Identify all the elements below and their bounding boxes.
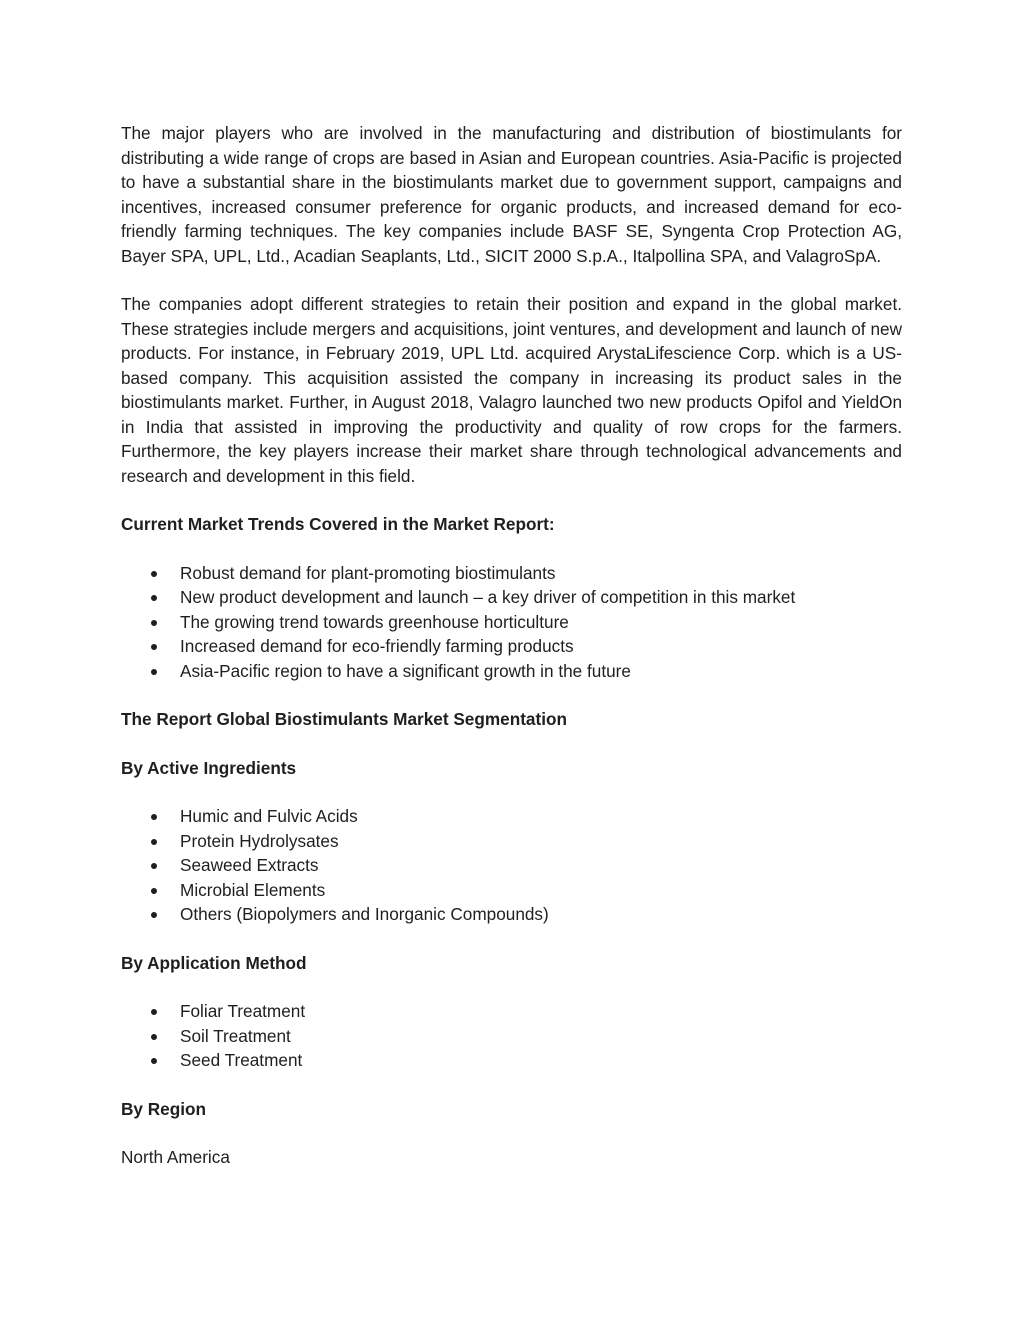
list-item-text: Asia-Pacific region to have a significant growth in the future: [180, 660, 631, 681]
list-item: [121, 878, 902, 903]
list-item: [121, 585, 902, 610]
list-item: [121, 610, 902, 635]
bullet-icon: [151, 839, 157, 845]
list-item-text: Seed Treatment: [180, 1050, 303, 1070]
list-item: [121, 659, 902, 684]
region-north-america: North America: [121, 1147, 230, 1167]
bullet-icon: [151, 644, 157, 650]
trends-heading: Current Market Trends Covered in the Market Report:: [121, 514, 555, 534]
bullet-icon: [151, 888, 157, 894]
list-item-text: Foliar Treatment: [180, 1001, 306, 1021]
list-item: [121, 634, 902, 659]
list-item: [121, 561, 902, 586]
list-item-text: Increased demand for eco-friendly farming products: [180, 636, 574, 656]
bullet-icon: [151, 1009, 157, 1015]
list-item-text: Seaweed Extracts: [180, 855, 319, 875]
region-heading: By Region: [121, 1098, 206, 1119]
list-item-text: Robust demand for plant-promoting biostimulants: [180, 562, 556, 583]
bullet-icon: [151, 669, 157, 675]
list-item: [121, 829, 902, 854]
intro-paragraph-strategies: The companies adopt different strategies to retain their position and expand in the global market. These strategies include mergers and acquisitions, joint ventures, and development and launch of new products. For instance, in February 2019, UPL Ltd. acquired ArystaLifescience Corp. which is a US-based company. This acquisition assisted the company in increasing its product sales in the biostimulants market. Further, in August 2018, Valagro launched two new products Opifol and YieldOn in India that assisted in improving the productivity and quality of row crops for the farmers. Furthermore, the key players increase their market share through technological advancements and research and development in this field.: [121, 294, 902, 486]
list-item-text: New product development and launch – a key driver of competition in this market: [180, 587, 796, 607]
bullet-icon: [151, 814, 157, 820]
list-item: [121, 804, 902, 829]
bullet-icon: [151, 912, 157, 918]
active-ingredients-list: [121, 804, 902, 927]
list-item-text: Humic and Fulvic Acids: [180, 806, 358, 826]
bullet-icon: [151, 1034, 157, 1040]
list-item: [121, 1024, 902, 1049]
list-item-text: Soil Treatment: [180, 1025, 291, 1046]
trends-list: [121, 561, 902, 684]
bullet-icon: [151, 571, 157, 577]
list-item-text: Microbial Elements: [180, 879, 326, 900]
bullet-icon: [151, 1058, 157, 1064]
segmentation-heading: The Report Global Biostimulants Market Segmentation: [121, 709, 567, 729]
intro-paragraph-major-players: The major players who are involved in the manufacturing and distribution of biostimulants for distributing a wide range of crops are based in Asian and European countries. Asia-Pacific is projected to have a substantial share in the biostimulants market due to government support, campaigns and incentives, increased consumer preference for organic products, and increased demand for eco-friendly farming techniques. The key companies include BASF SE, Syngenta Crop Protection AG, Bayer SPA, UPL, Ltd., Acadian Seaplants, Ltd., SICIT 2000 S.p.A., Italpollina SPA, and ValagroSpA.: [121, 123, 902, 266]
application-method-list: [121, 999, 902, 1073]
application-method-heading: By Application Method: [121, 952, 307, 973]
list-item-text: Protein Hydrolysates: [180, 830, 339, 851]
list-item: [121, 999, 902, 1024]
list-item-text: The growing trend towards greenhouse horticulture: [180, 611, 569, 632]
bullet-icon: [151, 620, 157, 626]
list-item: [121, 1048, 902, 1073]
list-item-text: Others (Biopolymers and Inorganic Compounds): [180, 904, 549, 924]
active-ingredients-heading: By Active Ingredients: [121, 757, 297, 778]
document-page: [121, 121, 902, 1194]
bullet-icon: [151, 595, 157, 601]
bullet-icon: [151, 863, 157, 869]
list-item: [121, 853, 902, 878]
list-item: [121, 902, 902, 927]
